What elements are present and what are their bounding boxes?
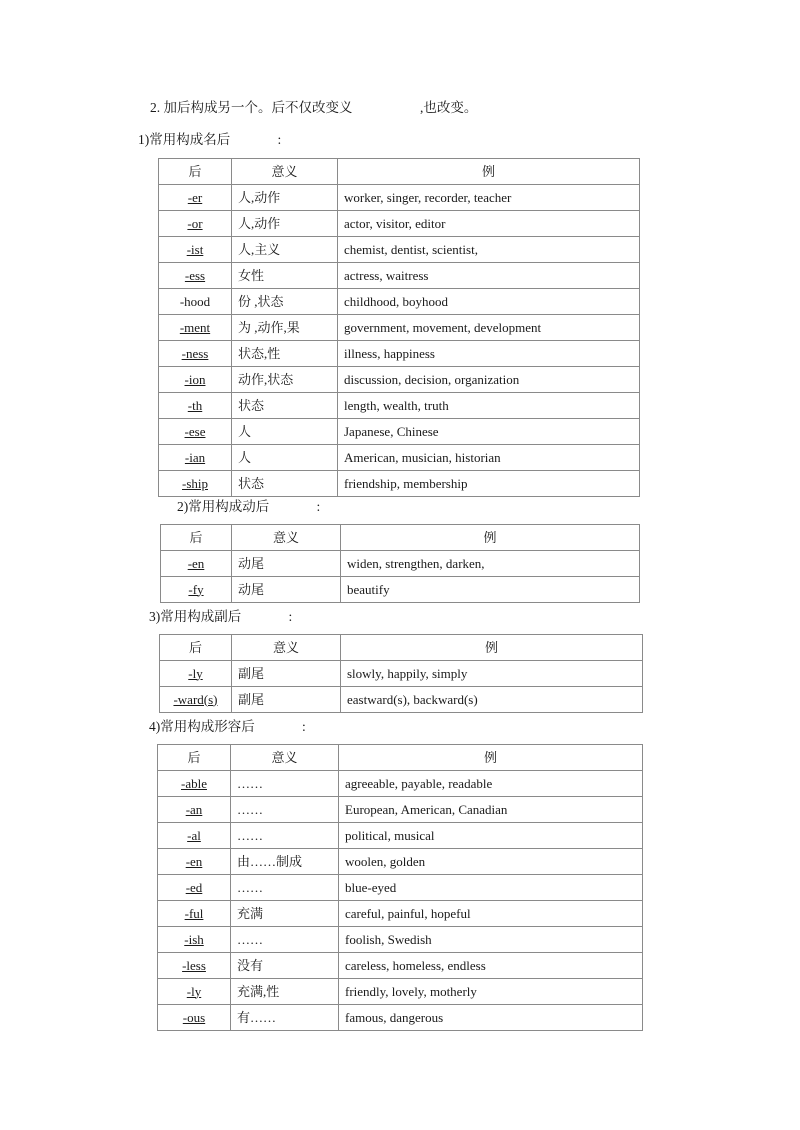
table-row xyxy=(159,237,640,263)
table-row xyxy=(159,211,640,237)
suffix-text: -ment xyxy=(179,319,211,335)
suffix-text: -ian xyxy=(184,449,206,465)
examples-cell: Japanese, Chinese xyxy=(338,419,640,445)
suffix-text: -hood xyxy=(179,293,211,309)
examples-cell: careful, painful, hopeful xyxy=(339,901,643,927)
suffix-text: -an xyxy=(185,801,203,817)
examples-cell: famous, dangerous xyxy=(339,1005,643,1031)
examples-cell: friendship, membership xyxy=(338,471,640,497)
examples-cell: American, musician, historian xyxy=(338,445,640,471)
table-row xyxy=(159,367,640,393)
header-example: 例 xyxy=(341,635,643,661)
meaning-cell: 人 xyxy=(232,419,338,445)
suffix-text: -ese xyxy=(184,423,206,439)
examples-cell: political, musical xyxy=(339,823,643,849)
suffix-text: -ness xyxy=(181,345,209,361)
table-row xyxy=(159,419,640,445)
table-row xyxy=(160,661,643,687)
examples-cell: actress, waitress xyxy=(338,263,640,289)
suffix-text: -fy xyxy=(188,581,204,597)
suffix-cell xyxy=(158,823,231,849)
suffix-cell xyxy=(158,771,231,797)
meaning-cell: 动尾 xyxy=(232,551,341,577)
suffix-cell xyxy=(159,471,232,497)
table-row xyxy=(159,289,640,315)
header-example: 例 xyxy=(341,525,640,551)
table-verb-suffixes xyxy=(160,524,640,603)
suffix-cell xyxy=(159,211,232,237)
section-title-verbs: 2)常用构成动后 : xyxy=(177,499,321,514)
suffix-text: -en xyxy=(185,853,203,869)
suffix-text: -ward(s) xyxy=(173,691,218,707)
table-row xyxy=(158,797,643,823)
table-row xyxy=(158,901,643,927)
suffix-cell xyxy=(158,901,231,927)
section-title-nouns: 1)常用构成名后 : xyxy=(138,132,282,147)
table-header-row xyxy=(160,635,643,661)
meaning-cell: 份 ,状态 xyxy=(232,289,338,315)
header-meaning: 意义 xyxy=(232,159,338,185)
header-suffix: 后 xyxy=(161,525,232,551)
header-example: 例 xyxy=(338,159,640,185)
section-title-adverbs: 3)常用构成副后 : xyxy=(149,609,293,624)
table-row xyxy=(158,953,643,979)
examples-cell: discussion, decision, organization xyxy=(338,367,640,393)
suffix-cell xyxy=(158,849,231,875)
meaning-cell: 充满 xyxy=(231,901,339,927)
meaning-cell: 人 xyxy=(232,445,338,471)
header-meaning: 意义 xyxy=(232,635,341,661)
examples-cell: blue-eyed xyxy=(339,875,643,901)
table-row xyxy=(159,393,640,419)
table-row xyxy=(159,445,640,471)
suffix-cell xyxy=(159,263,232,289)
meaning-cell: 人,动作 xyxy=(232,211,338,237)
suffix-cell xyxy=(158,797,231,823)
examples-cell: foolish, Swedish xyxy=(339,927,643,953)
table-row xyxy=(159,185,640,211)
table-row xyxy=(159,471,640,497)
header-meaning: 意义 xyxy=(231,745,339,771)
table-adverb-suffixes xyxy=(159,634,643,713)
examples-cell: childhood, boyhood xyxy=(338,289,640,315)
suffix-cell xyxy=(159,445,232,471)
meaning-cell: 副尾 xyxy=(232,687,341,713)
examples-cell: eastward(s), backward(s) xyxy=(341,687,643,713)
suffix-text: -th xyxy=(187,397,203,413)
suffix-cell xyxy=(159,315,232,341)
examples-cell: chemist, dentist, scientist, xyxy=(338,237,640,263)
suffix-text: -or xyxy=(187,215,203,231)
meaning-cell: 人,主义 xyxy=(232,237,338,263)
examples-cell: careless, homeless, endless xyxy=(339,953,643,979)
table-adjective-suffixes xyxy=(157,744,643,1031)
suffix-cell xyxy=(160,661,232,687)
suffix-text: -ion xyxy=(184,371,206,387)
suffix-text: -ship xyxy=(182,475,208,491)
meaning-cell: 动尾 xyxy=(232,577,341,603)
examples-cell: illness, happiness xyxy=(338,341,640,367)
meaning-cell: …… xyxy=(231,771,339,797)
meaning-cell: …… xyxy=(231,927,339,953)
suffix-cell xyxy=(160,687,232,713)
table-row xyxy=(158,1005,643,1031)
header-example: 例 xyxy=(339,745,643,771)
suffix-cell xyxy=(158,979,231,1005)
examples-cell: worker, singer, recorder, teacher xyxy=(338,185,640,211)
intro-line: 2. 加后构成另一个。后不仅改变义 ,也改变。 xyxy=(150,100,478,115)
examples-cell: slowly, happily, simply xyxy=(341,661,643,687)
suffix-cell xyxy=(158,927,231,953)
table-row xyxy=(161,551,640,577)
examples-cell: length, wealth, truth xyxy=(338,393,640,419)
meaning-cell: 有…… xyxy=(231,1005,339,1031)
table-row xyxy=(159,263,640,289)
table-header-row xyxy=(161,525,640,551)
suffix-text: -less xyxy=(182,957,206,973)
table-row xyxy=(158,771,643,797)
section-title-adjectives: 4)常用构成形容后 : xyxy=(149,719,306,734)
meaning-cell: 为 ,动作,果 xyxy=(232,315,338,341)
table-header-row xyxy=(158,745,643,771)
header-suffix: 后 xyxy=(158,745,231,771)
suffix-cell xyxy=(159,185,232,211)
table-row xyxy=(160,687,643,713)
suffix-cell xyxy=(158,875,231,901)
suffix-cell xyxy=(159,237,232,263)
table-row xyxy=(158,979,643,1005)
meaning-cell: 状态 xyxy=(232,471,338,497)
examples-cell: beautify xyxy=(341,577,640,603)
suffix-cell xyxy=(159,341,232,367)
meaning-cell: 女性 xyxy=(232,263,338,289)
suffix-cell xyxy=(161,577,232,603)
meaning-cell: 副尾 xyxy=(232,661,341,687)
meaning-cell: …… xyxy=(231,823,339,849)
suffix-text: -ly xyxy=(186,983,202,999)
table-row xyxy=(158,823,643,849)
examples-cell: widen, strengthen, darken, xyxy=(341,551,640,577)
meaning-cell: 没有 xyxy=(231,953,339,979)
suffix-text: -able xyxy=(181,775,207,791)
suffix-cell xyxy=(161,551,232,577)
suffix-cell xyxy=(158,953,231,979)
meaning-cell: 状态 xyxy=(232,393,338,419)
header-meaning: 意义 xyxy=(232,525,341,551)
suffix-text: -en xyxy=(187,555,205,571)
suffix-cell xyxy=(159,419,232,445)
suffix-cell xyxy=(158,1005,231,1031)
suffix-text: -ist xyxy=(186,241,204,257)
meaning-cell: 由……制成 xyxy=(231,849,339,875)
examples-cell: friendly, lovely, motherly xyxy=(339,979,643,1005)
suffix-text: -ed xyxy=(185,879,203,895)
suffix-cell xyxy=(159,393,232,419)
suffix-text: -ess xyxy=(184,267,206,283)
table-row xyxy=(159,315,640,341)
suffix-text: -ish xyxy=(184,931,204,947)
meaning-cell: 人,动作 xyxy=(232,185,338,211)
meaning-cell: 状态,性 xyxy=(232,341,338,367)
meaning-cell: 充满,性 xyxy=(231,979,339,1005)
meaning-cell: …… xyxy=(231,797,339,823)
suffix-text: -al xyxy=(187,827,201,843)
suffix-text: -er xyxy=(187,189,203,205)
suffix-cell xyxy=(159,367,232,393)
examples-cell: woolen, golden xyxy=(339,849,643,875)
meaning-cell: 动作,状态 xyxy=(232,367,338,393)
table-row xyxy=(158,927,643,953)
examples-cell: European, American, Canadian xyxy=(339,797,643,823)
suffix-text: -ly xyxy=(188,665,203,681)
examples-cell: actor, visitor, editor xyxy=(338,211,640,237)
header-suffix: 后 xyxy=(160,635,232,661)
suffix-cell xyxy=(159,289,232,315)
suffix-text: -ful xyxy=(184,905,204,921)
header-suffix: 后 xyxy=(159,159,232,185)
table-row xyxy=(159,341,640,367)
table-header-row xyxy=(159,159,640,185)
suffix-text: -ous xyxy=(182,1009,206,1025)
meaning-cell: …… xyxy=(231,875,339,901)
table-noun-suffixes xyxy=(158,158,640,497)
table-row xyxy=(158,875,643,901)
examples-cell: government, movement, development xyxy=(338,315,640,341)
table-row xyxy=(158,849,643,875)
table-row xyxy=(161,577,640,603)
examples-cell: agreeable, payable, readable xyxy=(339,771,643,797)
